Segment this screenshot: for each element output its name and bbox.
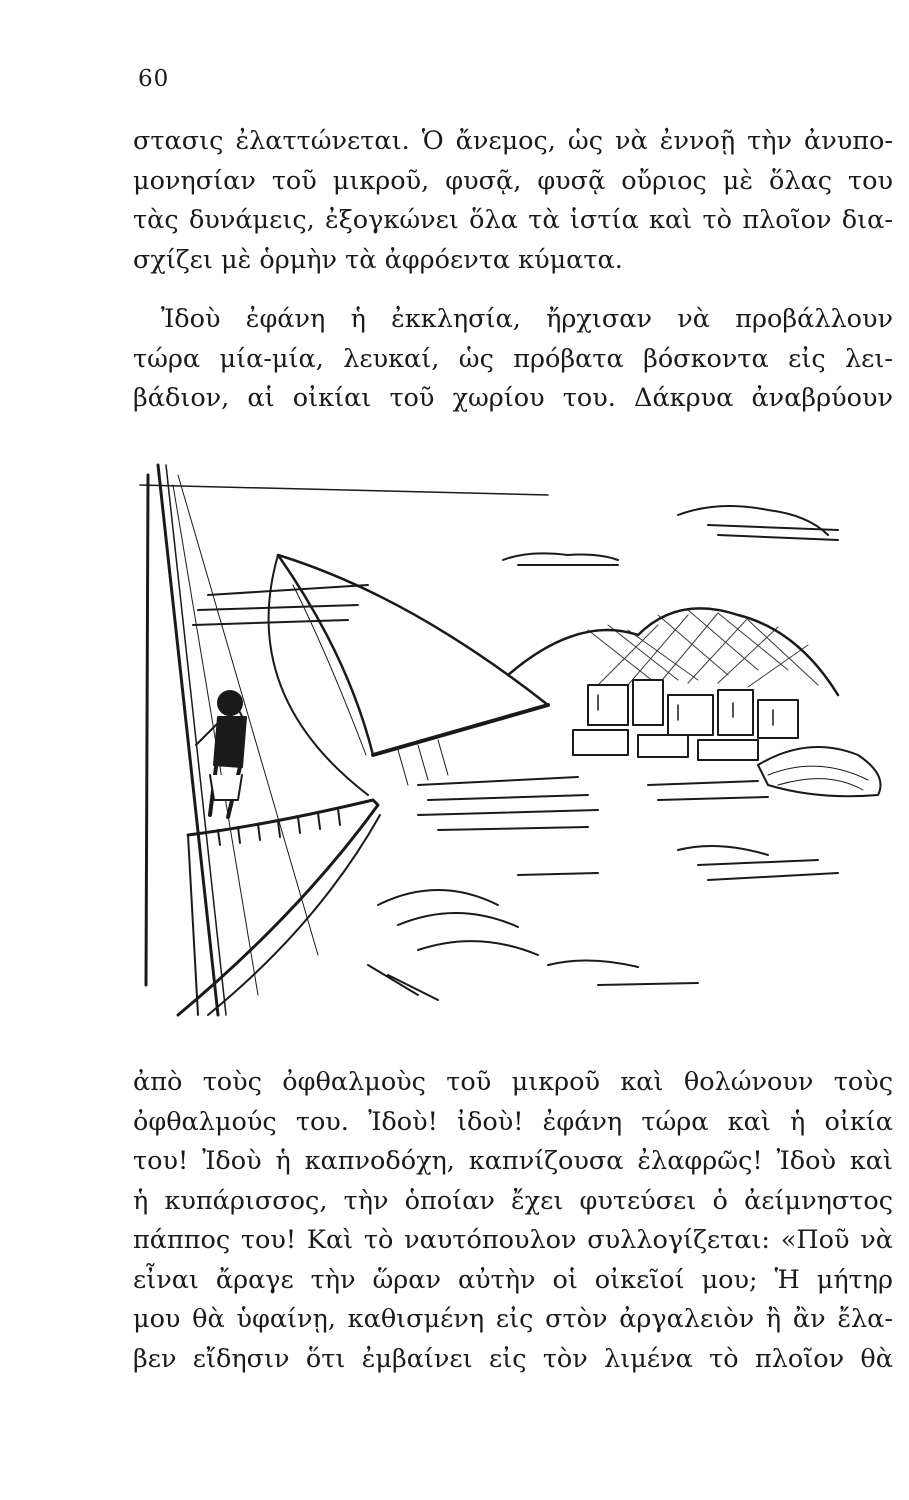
text-line: ἡ κυπάρισσος, τὴν ὁποίαν ἔχει φυτεύσει ὁ ἀείμνηστος (133, 1185, 893, 1216)
text-line: στασις ἐλαττώνεται. Ὁ ἄνεμος, ὡς νὰ ἐννοῇ τὴν ἀνυπο- (133, 126, 893, 156)
village-houses (573, 680, 798, 760)
text-line: ὀφθαλμούς του. Ἰδοὺ! ἰδοὺ! ἐφάνη τώρα καὶ ἡ οἰκία (133, 1106, 893, 1137)
sail (278, 555, 548, 755)
text-line: μονησίαν τοῦ μικροῦ, φυσᾷ, φυσᾷ οὔριος μὲ ὅλας του (133, 165, 893, 196)
text-line: μου θὰ ὑφαίνῃ, καθισμένη εἰς στὸν ἀργαλειὸν ἢ ἂν ἔλα- (133, 1304, 893, 1334)
text-line: βάδιον, αἱ οἰκίαι τοῦ χωρίου του. Δάκρυα ἀναβρύουν (133, 383, 893, 413)
text-line: βεν εἴδησιν ὅτι ἐμβαίνει εἰς τὸν λιμένα τὸ πλοῖον θὰ (133, 1343, 893, 1374)
illustration-border (146, 475, 148, 985)
hills (508, 608, 838, 695)
text-line: εἶναι ἄραγε τὴν ὥραν αὐτὴν οἱ οἰκεῖοί μου; Ἡ μήτηρ (133, 1264, 893, 1295)
paragraph-3 (133, 1063, 893, 1379)
sailor-boy (196, 691, 246, 817)
boat-hull (178, 800, 378, 1015)
text-line: Ἰδοὺ ἐφάνη ἡ ἐκκλησία, ἤρχισαν νὰ προβάλλουν (161, 304, 893, 334)
text-line: τὰς δυνάμεις, ἐξογκώνει ὅλα τὰ ἱστία καὶ τὸ πλοῖον δια- (133, 205, 893, 235)
text-line: σχίζει μὲ ὁρμὴν τὰ ἀφρόεντα κύματα. (133, 244, 623, 275)
page-number: 60 (138, 66, 170, 92)
paragraph-2 (133, 300, 893, 419)
text-line: του! Ἰδοὺ ἡ καπνοδόχη, καπνίζουσα ἐλαφρῶς! Ἰδοὺ καὶ (133, 1146, 893, 1176)
sailboat-harbor-illustration (118, 455, 893, 1020)
paragraph-1 (133, 122, 893, 280)
mast (158, 465, 218, 1015)
text-line: τώρα μία-μία, λευκαί, ὡς πρόβατα βόσκοντα εἰς λει- (133, 343, 893, 374)
text-line: πάππος του! Καὶ τὸ ναυτόπουλον συλλογίζεται: «Ποῦ νὰ (133, 1225, 893, 1255)
text-line: ἀπὸ τοὺς ὀφθαλμοὺς τοῦ μικροῦ καὶ θολώνουν τοὺς (133, 1067, 893, 1097)
